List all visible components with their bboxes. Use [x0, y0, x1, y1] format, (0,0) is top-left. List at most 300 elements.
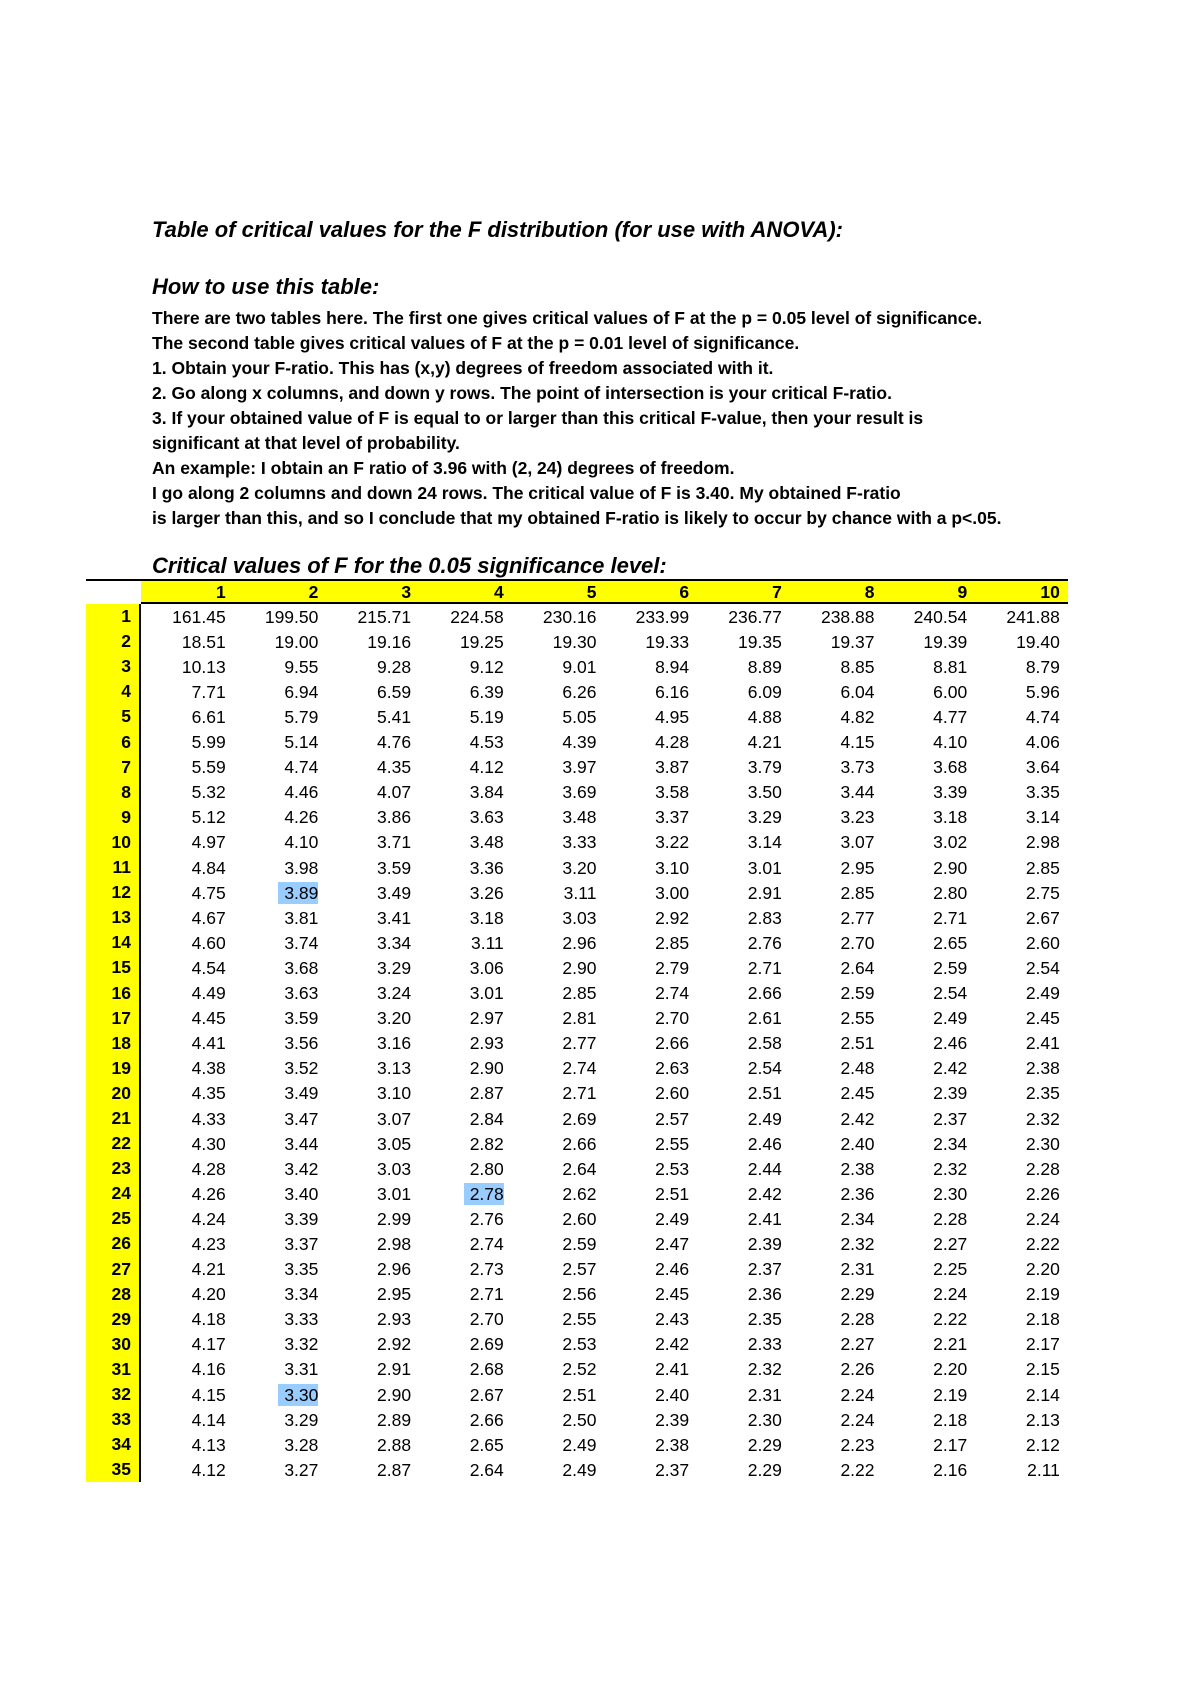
table-cell: [790, 731, 883, 753]
cell-value: 2.49: [933, 1008, 968, 1029]
row-cells: [141, 957, 1068, 979]
table-cell: [697, 857, 790, 879]
cell-value: 3.37: [655, 807, 690, 828]
table-cell: [326, 1158, 419, 1180]
table-cell: [419, 1434, 512, 1456]
cell-value: 2.26: [840, 1359, 875, 1380]
table-cell: [697, 656, 790, 678]
cell-value: 19.37: [830, 631, 875, 652]
cell-value: 3.74: [284, 932, 319, 953]
table-cell: [883, 756, 976, 778]
table-cell: [604, 1384, 697, 1406]
cell-value: 2.71: [469, 1284, 504, 1305]
table-cell: [326, 957, 419, 979]
cell-value: 2.19: [933, 1384, 968, 1405]
cell-value: 4.35: [377, 757, 412, 778]
table-cell: [141, 1208, 234, 1230]
row-header: 16: [86, 981, 141, 1006]
cell-value: 3.59: [284, 1008, 319, 1029]
table-cell: [975, 1108, 1068, 1130]
table-cell: [604, 1233, 697, 1255]
cell-value: 2.66: [655, 1033, 690, 1054]
cell-value: 4.26: [191, 1183, 226, 1204]
table-cell: [975, 907, 1068, 929]
row-header: 29: [86, 1307, 141, 1332]
table-cell: [790, 882, 883, 904]
cell-value: 3.10: [377, 1083, 412, 1104]
table-row: [86, 930, 1068, 955]
row-cells: [141, 1283, 1068, 1305]
cell-value: 2.40: [655, 1384, 690, 1405]
table-cell: [141, 681, 234, 703]
cell-value: 4.74: [1025, 707, 1060, 728]
table-cell: [790, 1459, 883, 1481]
cell-value: 4.60: [191, 932, 226, 953]
table-cell: [975, 982, 1068, 1004]
table-cell: [697, 1158, 790, 1180]
cell-value: 2.50: [562, 1409, 597, 1430]
row-cells: [141, 806, 1068, 828]
row-header: 1: [86, 604, 141, 629]
cell-value: 2.57: [562, 1259, 597, 1280]
table-cell: [697, 1133, 790, 1155]
table-row: [86, 679, 1068, 704]
table-row: [86, 1181, 1068, 1206]
cell-value: 2.60: [1025, 932, 1060, 953]
table-cell: [604, 806, 697, 828]
table-cell: [419, 1007, 512, 1029]
table-cell: [419, 1384, 512, 1406]
row-cells: [141, 756, 1068, 778]
row-header: 13: [86, 905, 141, 930]
cell-value: 5.14: [284, 732, 319, 753]
cell-value: 8.89: [747, 656, 782, 677]
cell-value: 2.96: [377, 1259, 412, 1280]
table-cell: [697, 606, 790, 628]
table-cell: [234, 606, 327, 628]
table-cell: [604, 1158, 697, 1180]
table-cell: [141, 1108, 234, 1130]
table-cell: [234, 1434, 327, 1456]
cell-value: 4.88: [747, 707, 782, 728]
cell-value: 4.82: [840, 707, 875, 728]
table-cell: [790, 1333, 883, 1355]
row-header: 2: [86, 629, 141, 654]
table-cell: [419, 1459, 512, 1481]
cell-value: 2.84: [469, 1108, 504, 1129]
cell-value: 19.33: [645, 631, 690, 652]
cell-value: 2.42: [747, 1183, 782, 1204]
table-row: [86, 1056, 1068, 1081]
table-cell: [512, 1459, 605, 1481]
table-cell: [975, 1158, 1068, 1180]
table-cell: [512, 1258, 605, 1280]
cell-value: 2.18: [1025, 1309, 1060, 1330]
row-cells: [141, 882, 1068, 904]
table-cell: [790, 706, 883, 728]
table-cell: [234, 1208, 327, 1230]
table-cell: [697, 1007, 790, 1029]
table-cell: [512, 631, 605, 653]
cell-value: 3.63: [469, 807, 504, 828]
table-cell: [141, 631, 234, 653]
table-cell: [419, 606, 512, 628]
cell-value: 2.22: [933, 1309, 968, 1330]
cell-value: 2.56: [562, 1284, 597, 1305]
cell-value: 3.18: [933, 807, 968, 828]
table-row: [86, 1282, 1068, 1307]
cell-value: 4.97: [191, 832, 226, 853]
table-cell: [326, 1258, 419, 1280]
cell-value: 241.88: [1006, 606, 1060, 627]
cell-value: 3.41: [377, 907, 412, 928]
table-cell: [697, 1333, 790, 1355]
cell-value: 2.95: [840, 857, 875, 878]
table-cell: [604, 656, 697, 678]
table-cell: [883, 957, 976, 979]
table-cell: [141, 957, 234, 979]
table-cell: [512, 781, 605, 803]
table-cell: [975, 957, 1068, 979]
table-cell: [975, 1007, 1068, 1029]
cell-value: 2.63: [655, 1058, 690, 1079]
column-header: 6: [679, 582, 690, 602]
cell-value: 3.01: [747, 857, 782, 878]
table-cell: [883, 882, 976, 904]
cell-value: 8.94: [655, 656, 690, 677]
cell-value: 3.48: [562, 807, 597, 828]
table-cell: [234, 831, 327, 853]
cell-value: 4.10: [284, 832, 319, 853]
table-cell: [790, 1409, 883, 1431]
row-cells: [141, 1108, 1068, 1130]
table-cell: [234, 781, 327, 803]
table-cell: [512, 1032, 605, 1054]
table-cell: [512, 1082, 605, 1104]
cell-value: 4.54: [191, 957, 226, 978]
cell-value: 2.65: [469, 1434, 504, 1455]
cell-value: 3.40: [284, 1183, 319, 1204]
table-cell: [234, 806, 327, 828]
cell-value: 8.79: [1025, 656, 1060, 677]
cell-value: 2.70: [469, 1309, 504, 1330]
table-cell: [604, 1333, 697, 1355]
cell-value: 2.32: [840, 1233, 875, 1254]
cell-value: 3.69: [562, 782, 597, 803]
cell-value: 18.51: [181, 631, 226, 652]
cell-value: 3.34: [377, 932, 412, 953]
cell-value: 2.20: [1025, 1259, 1060, 1280]
cell-value: 233.99: [635, 606, 690, 627]
table-cell: [975, 857, 1068, 879]
table-cell: [883, 932, 976, 954]
cell-value: 3.33: [562, 832, 597, 853]
table-cell: [790, 831, 883, 853]
table-row: [86, 1257, 1068, 1282]
table-cell: [512, 907, 605, 929]
cell-value: 2.74: [655, 983, 690, 1004]
cell-value: 2.28: [933, 1208, 968, 1229]
row-header: 23: [86, 1156, 141, 1181]
table-cell: [419, 1233, 512, 1255]
row-cells: [141, 1358, 1068, 1380]
table-cell: [604, 1258, 697, 1280]
cell-value: 4.84: [191, 857, 226, 878]
cell-value: 2.24: [933, 1284, 968, 1305]
cell-value: 2.28: [1025, 1158, 1060, 1179]
cell-value: 236.77: [728, 606, 782, 627]
cell-value: 4.74: [284, 757, 319, 778]
table-cell: [697, 1384, 790, 1406]
cell-value: 2.37: [655, 1459, 690, 1480]
table-cell: [326, 1007, 419, 1029]
table-row: [86, 1307, 1068, 1332]
table-cell: [419, 1333, 512, 1355]
cell-value: 4.14: [191, 1409, 226, 1430]
cell-value: 3.86: [377, 807, 412, 828]
cell-value: 2.48: [840, 1058, 875, 1079]
table-cell: [697, 681, 790, 703]
table-cell: [141, 731, 234, 753]
cell-value: 2.32: [747, 1359, 782, 1380]
table-cell: [512, 1183, 605, 1205]
table-cell: [604, 781, 697, 803]
table-cell: [975, 1208, 1068, 1230]
cell-value: 3.10: [655, 857, 690, 878]
table-cell: [697, 1409, 790, 1431]
table-cell: [883, 1434, 976, 1456]
cell-value: 4.45: [191, 1008, 226, 1029]
table-row: [86, 730, 1068, 755]
table-row: [86, 780, 1068, 805]
table-cell: [234, 907, 327, 929]
cell-value: 3.44: [284, 1133, 319, 1154]
table-cell: [419, 907, 512, 929]
cell-value: 2.46: [655, 1259, 690, 1280]
cell-value: 2.91: [747, 882, 782, 903]
table-cell: [512, 1358, 605, 1380]
table-cell: [419, 1082, 512, 1104]
cell-value: 2.90: [377, 1384, 412, 1405]
cell-value: 3.58: [655, 782, 690, 803]
cell-value: 2.66: [469, 1409, 504, 1430]
cell-value: 7.71: [191, 681, 226, 702]
table-cell: [141, 1057, 234, 1079]
table-cell: [512, 681, 605, 703]
table-cell: [883, 1133, 976, 1155]
table-cell: [234, 1258, 327, 1280]
table-row: [86, 1432, 1068, 1457]
column-headers: [141, 579, 1068, 604]
table-cell: [604, 1308, 697, 1330]
column-header: 5: [586, 582, 597, 602]
cell-value: 2.20: [933, 1359, 968, 1380]
table-cell: [419, 731, 512, 753]
cell-value: 19.40: [1016, 631, 1060, 652]
table-cell: [419, 1208, 512, 1230]
cell-value: 3.20: [562, 857, 597, 878]
table-cell: [326, 1032, 419, 1054]
table-cell: [141, 982, 234, 1004]
cell-value: 4.06: [1025, 732, 1060, 753]
cell-value: 9.28: [377, 656, 412, 677]
cell-value: 3.02: [933, 832, 968, 853]
table-cell: [697, 1108, 790, 1130]
table-cell: [975, 1183, 1068, 1205]
table-cell: [604, 1434, 697, 1456]
cell-value: 4.77: [933, 707, 968, 728]
cell-value: 2.54: [747, 1058, 782, 1079]
cell-value: 4.12: [191, 1459, 226, 1480]
table-row: [86, 654, 1068, 679]
row-cells: [141, 907, 1068, 929]
cell-value: 3.37: [284, 1233, 319, 1254]
cell-value: 2.53: [655, 1158, 690, 1179]
cell-value: 4.41: [191, 1033, 226, 1054]
table-cell: [790, 1233, 883, 1255]
cell-value: 4.13: [191, 1434, 226, 1455]
cell-value: 4.39: [562, 732, 597, 753]
cell-value: 4.15: [191, 1384, 226, 1405]
table-cell: [790, 1057, 883, 1079]
cell-value: 10.13: [181, 656, 226, 677]
cell-value: 2.41: [1025, 1033, 1060, 1054]
table-row: [86, 604, 1068, 629]
table-cell: [790, 1133, 883, 1155]
cell-value: 4.23: [191, 1233, 226, 1254]
table-cell: [975, 1082, 1068, 1104]
row-cells: [141, 781, 1068, 803]
cell-value: 2.42: [933, 1058, 968, 1079]
table-cell: [883, 1183, 976, 1205]
table-cell: [604, 1409, 697, 1431]
table-cell: [697, 1434, 790, 1456]
table-cell: [234, 1283, 327, 1305]
cell-value: 3.31: [284, 1359, 319, 1380]
table-cell: [790, 907, 883, 929]
table-cell: [975, 1283, 1068, 1305]
table-cell: [234, 706, 327, 728]
row-header: 7: [86, 755, 141, 780]
table-cell: [234, 982, 327, 1004]
table-cell: [604, 1082, 697, 1104]
table-cell: [975, 606, 1068, 628]
table-cell: [790, 631, 883, 653]
cell-value: 2.39: [747, 1233, 782, 1254]
cell-value: 3.79: [747, 757, 782, 778]
cell-value: 4.95: [655, 707, 690, 728]
table-row: [86, 1382, 1068, 1407]
table-cell: [512, 957, 605, 979]
table-cell: [512, 606, 605, 628]
table-row: [86, 905, 1068, 930]
table-cell: [975, 1358, 1068, 1380]
table-cell: [234, 656, 327, 678]
row-cells: [141, 857, 1068, 879]
table-cell: [512, 706, 605, 728]
cell-value: 3.27: [284, 1459, 319, 1480]
table-cell: [326, 806, 419, 828]
highlighted-cell: [234, 882, 327, 904]
cell-value: 2.92: [377, 1334, 412, 1355]
table-cell: [883, 681, 976, 703]
cell-value: 2.43: [655, 1309, 690, 1330]
table-cell: [790, 1434, 883, 1456]
table-cell: [604, 831, 697, 853]
table-cell: [604, 1108, 697, 1130]
instruction-line: 2. Go along x columns, and down y rows. The point of intersection is your critical F-ratio.: [152, 383, 892, 403]
table-title: Critical values of F for the 0.05 significance level:: [152, 553, 667, 578]
row-cells: [141, 731, 1068, 753]
instruction-line: is larger than this, and so I conclude that my obtained F-ratio is likely to occur by chance with a p<.05.: [152, 508, 1002, 528]
cell-value: 9.01: [562, 656, 597, 677]
table-cell: [419, 1158, 512, 1180]
table-cell: [975, 1384, 1068, 1406]
cell-value: 2.42: [655, 1334, 690, 1355]
cell-value: 2.41: [655, 1359, 690, 1380]
cell-value: 2.14: [1025, 1384, 1060, 1405]
table-cell: [790, 1258, 883, 1280]
cell-value: 3.30: [278, 1384, 318, 1406]
table-cell: [326, 631, 419, 653]
table-cell: [512, 1007, 605, 1029]
cell-value: 3.07: [840, 832, 875, 853]
table-cell: [697, 982, 790, 1004]
instruction-line: 3. If your obtained value of F is equal to or larger than this critical F-value, then your result is: [152, 408, 924, 428]
table-cell: [883, 706, 976, 728]
instruction-line: An example: I obtain an F ratio of 3.96 with (2, 24) degrees of freedom.: [152, 458, 735, 478]
table-cell: [234, 1032, 327, 1054]
cell-value: 3.35: [284, 1259, 319, 1280]
table-cell: [326, 1459, 419, 1481]
cell-value: 2.45: [840, 1083, 875, 1104]
cell-value: 3.29: [284, 1409, 319, 1430]
table-corner: [86, 579, 141, 604]
table-row: [86, 1131, 1068, 1156]
cell-value: 2.22: [840, 1459, 875, 1480]
table-cell: [234, 1183, 327, 1205]
table-cell: [975, 932, 1068, 954]
cell-value: 3.47: [284, 1108, 319, 1129]
table-cell: [234, 681, 327, 703]
table-cell: [326, 1333, 419, 1355]
table-row: [86, 981, 1068, 1006]
cell-value: 3.03: [377, 1158, 412, 1179]
column-header: 8: [864, 582, 875, 602]
row-header: 5: [86, 704, 141, 729]
cell-value: 3.20: [377, 1008, 412, 1029]
cell-value: 3.35: [1025, 782, 1060, 803]
table-cell: [419, 982, 512, 1004]
cell-value: 2.58: [747, 1033, 782, 1054]
instruction-line: I go along 2 columns and down 24 rows. The critical value of F is 3.40. My obtained F-ratio: [152, 483, 901, 503]
cell-value: 2.29: [747, 1434, 782, 1455]
cell-value: 2.29: [747, 1459, 782, 1480]
table-cell: [790, 1082, 883, 1104]
table-cell: [604, 1007, 697, 1029]
table-cell: [883, 1358, 976, 1380]
table-cell: [141, 656, 234, 678]
cell-value: 2.23: [840, 1434, 875, 1455]
cell-value: 2.27: [933, 1233, 968, 1254]
cell-value: 3.49: [377, 882, 412, 903]
row-cells: [141, 1459, 1068, 1481]
table-cell: [883, 831, 976, 853]
cell-value: 2.51: [840, 1033, 875, 1054]
cell-value: 2.31: [747, 1384, 782, 1405]
row-header: 27: [86, 1257, 141, 1282]
table-cell: [883, 1459, 976, 1481]
